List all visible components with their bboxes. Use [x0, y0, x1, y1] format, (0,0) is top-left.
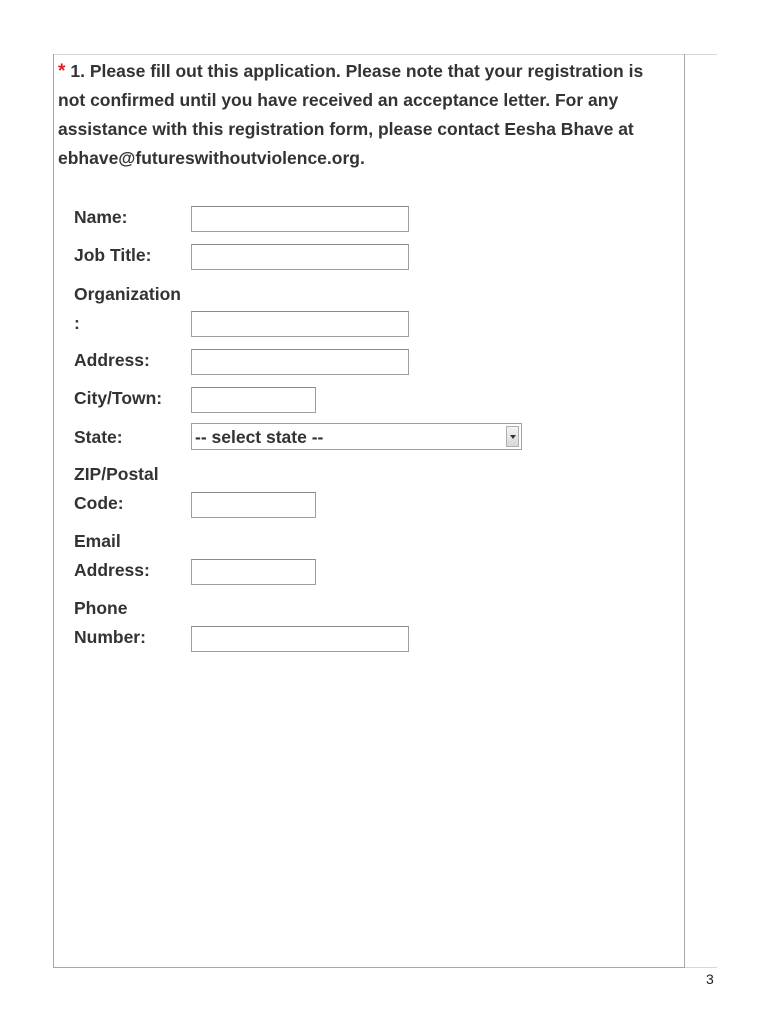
city-label: City/Town: [74, 388, 163, 408]
page-number: 3 [706, 971, 714, 987]
address-input[interactable] [191, 349, 409, 375]
zip-input[interactable] [191, 492, 316, 518]
email-label: Email Address: [74, 531, 150, 580]
phone-input[interactable] [191, 626, 409, 652]
bottom-divider [685, 967, 717, 968]
question-body: 1. Please fill out this application. Please note that your registration is not confirmed until you have received an acceptance letter. For any assistance with this registration form, please contact Eesha Bhave at ebhave@futureswithoutviolence.org. [58, 61, 644, 168]
name-label: Name: [74, 207, 128, 227]
state-select-value: -- select state -- [195, 427, 324, 447]
required-asterisk: * [58, 61, 66, 82]
job-title-label: Job Title: [74, 245, 152, 265]
email-input[interactable] [191, 559, 316, 585]
chevron-down-icon[interactable] [506, 426, 519, 447]
name-input[interactable] [191, 206, 409, 232]
organization-label: Organization : [74, 284, 181, 333]
address-label: Address: [74, 350, 150, 370]
phone-label: Phone Number: [74, 598, 146, 647]
state-select[interactable] [191, 423, 522, 450]
question-text [58, 57, 670, 173]
zip-label: ZIP/Postal Code: [74, 464, 159, 513]
job-title-input[interactable] [191, 244, 409, 270]
city-input[interactable] [191, 387, 316, 413]
state-label: State: [74, 427, 123, 447]
organization-input[interactable] [191, 311, 409, 337]
